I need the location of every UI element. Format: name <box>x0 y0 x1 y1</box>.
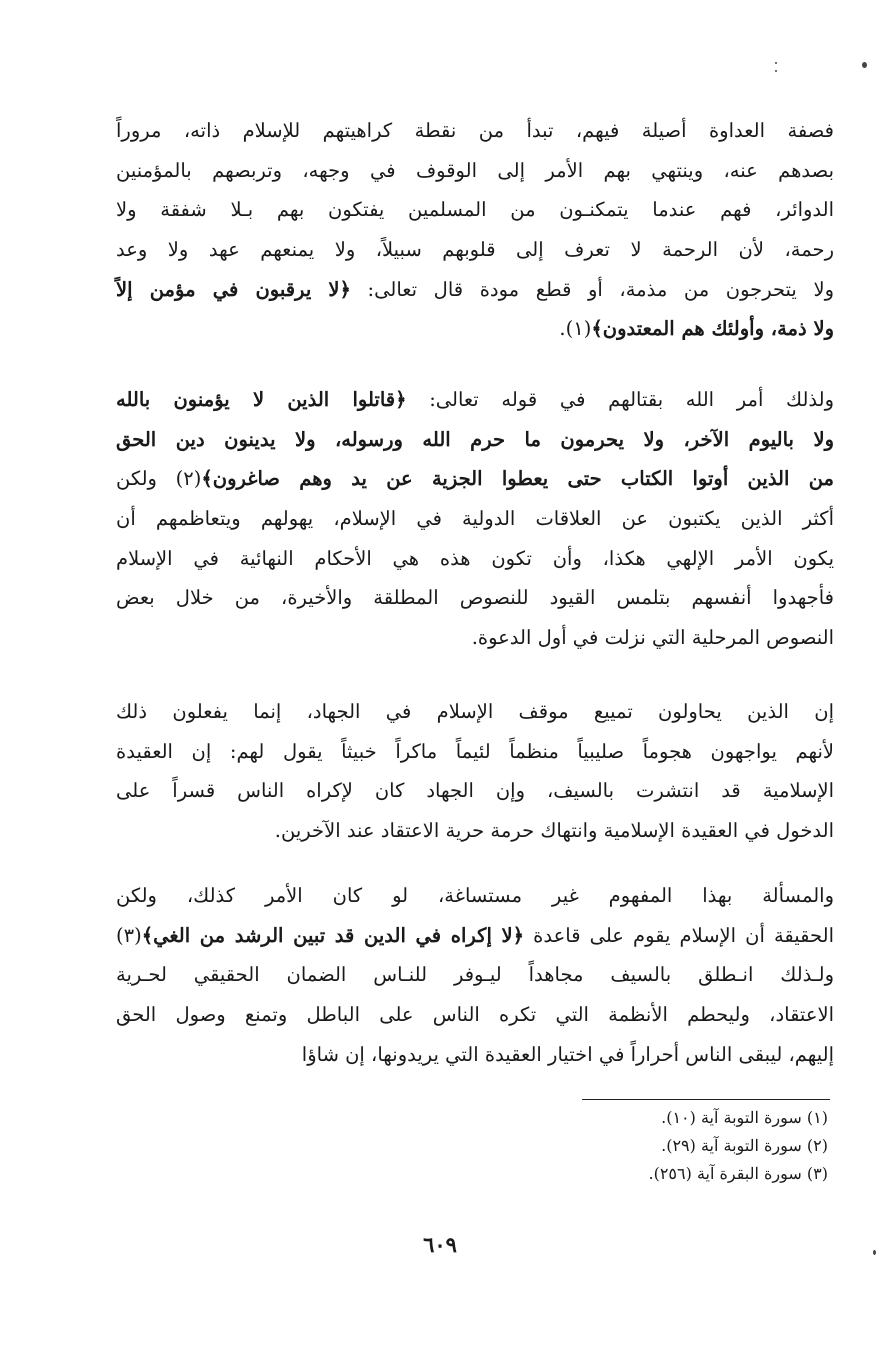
text-line <box>116 459 834 499</box>
quran-quote: ﴿قاتلوا الذين لا يؤمنون بالله <box>116 388 407 411</box>
text-line <box>116 771 834 811</box>
text-line <box>116 270 834 310</box>
text-segment: أكثر الذين يكتبون عن العلاقات الدولية في الإسلام، يهولهم ويتعاظمهم أن <box>116 507 834 531</box>
text-line <box>116 692 834 732</box>
text-segment: لأنهم يواجهون هجوماً صليبياً منظماً لئيماً ماكراً خبيثاً يقول لهم: إن العقيدة <box>116 739 834 763</box>
text-segment: الحقيقة أن الإسلام يقوم على قاعدة <box>524 923 834 947</box>
quran-quote: ﴿لا إكراه في الدين قد تبين الرشد من الغي﴾ <box>141 923 525 947</box>
text-segment: بصدهم عنه، وينتهي بهم الأمر إلى الوقوف في وجهه، وتربصهم بالمؤمنين <box>116 158 834 182</box>
text-segment: ولذلك أمر الله بقتالهم في قوله تعالى: <box>406 388 834 411</box>
text-segment: رحمة، لأن الرحمة لا تعرف إلى قلوبهم سبيلاً، ولا يمنعهم عهد ولا وعد <box>116 238 834 262</box>
quran-quote: ولا ذمة، وأولئك هم المعتدون﴾ <box>591 317 834 341</box>
scan-dot <box>775 62 777 64</box>
footnotes <box>400 1104 828 1188</box>
paragraph-4 <box>116 876 834 1074</box>
text-line <box>116 499 834 539</box>
text-segment: (٢) ولكن <box>116 467 202 491</box>
text-line <box>116 309 834 349</box>
text-segment: إليهم، ليبقى الناس أحراراً في اختيار العقيدة التي يريدونها، إن شاؤا <box>301 1042 834 1066</box>
text-line <box>116 618 834 658</box>
footnote-3: (٣) سورة البقرة آية (٢٥٦). <box>648 1164 828 1183</box>
text-line <box>116 380 834 420</box>
text-line <box>116 732 834 772</box>
quran-quote: من الذين أوتوا الكتاب حتى يعطوا الجزية عن يد وهم صاغرون﴾ <box>201 467 834 491</box>
text-segment: فصفة العداوة أصيلة فيهم، تبدأ من نقطة كراهيتهم للإسلام ذاته، مروراً <box>116 119 834 142</box>
paragraph-3 <box>116 692 834 851</box>
text-line <box>116 811 834 851</box>
paragraph-2 <box>116 380 834 658</box>
text-line <box>116 539 834 579</box>
page-number: ٦٠٩ <box>423 1232 457 1257</box>
text-segment: ولـذلك انـطلق بالسيف مجاهداً ليـوفر للنـاس الضمان الحقيقي لحـرية <box>116 963 834 987</box>
scan-dot <box>862 62 867 68</box>
footnote-separator <box>582 1099 830 1100</box>
text-segment: فأجهدوا أنفسهم بتلمس القيود للنصوص المطلقة والأخيرة، من خلال بعض <box>116 586 834 610</box>
text-line <box>116 420 834 460</box>
text-line <box>116 151 834 191</box>
text-segment: ولا يتحرجون من مذمة، أو قطع مودة قال تعالى: <box>350 277 834 301</box>
text-line <box>116 995 834 1035</box>
footnote-2: (٢) سورة التوبة آية (٢٩). <box>661 1136 828 1155</box>
text-line <box>116 578 834 618</box>
text-line <box>116 876 834 916</box>
text-line <box>116 111 834 151</box>
footnote-1: (١) سورة التوبة آية (١٠). <box>661 1108 828 1127</box>
text-segment: (٣) <box>116 923 142 947</box>
text-line <box>116 955 834 995</box>
quran-quote: ولا باليوم الآخر، ولا يحرمون ما حرم الله ورسوله، ولا يدينون دين الحق <box>116 427 834 451</box>
text-segment: النصوص المرحلية التي نزلت في أول الدعوة. <box>471 626 834 650</box>
text-line <box>116 1035 834 1075</box>
text-segment: إن الذين يحاولون تمييع موقف الإسلام في الجهاد، إنما يفعلون ذلك <box>116 700 834 723</box>
text-segment: الاعتقاد، وليحطم الأنظمة التي تكره الناس على الباطل وتمنع وصول الحق <box>116 1003 834 1027</box>
text-segment: والمسألة بهذا المفهوم غير مستساغة، لو كان الأمر كذلك، ولكن <box>116 884 834 907</box>
text-line <box>116 190 834 230</box>
text-segment: الدخول في العقيدة الإسلامية وانتهاك حرمة حرية الاعتقاد عند الآخرين. <box>274 819 834 843</box>
text-segment: يكون الأمر الإلهي هكذا، وأن تكون هذه هي الأحكام النهائية في الإسلام <box>116 546 834 570</box>
scan-dot <box>775 70 777 72</box>
paragraph-1 <box>116 111 834 349</box>
text-line <box>116 916 834 956</box>
text-segment: الدوائر، فهم عندما يتمكنـون من المسلمين يفتكون بهم بـلا شفقة ولا <box>116 198 834 222</box>
text-segment: (١). <box>559 317 592 341</box>
quran-quote: ﴿لا يرقبون في مؤمن إلاً <box>116 277 351 301</box>
text-line <box>116 230 834 270</box>
text-segment: الإسلامية قد انتشرت بالسيف، وإن الجهاد كان لإكراه الناس قسراً على <box>116 779 834 803</box>
